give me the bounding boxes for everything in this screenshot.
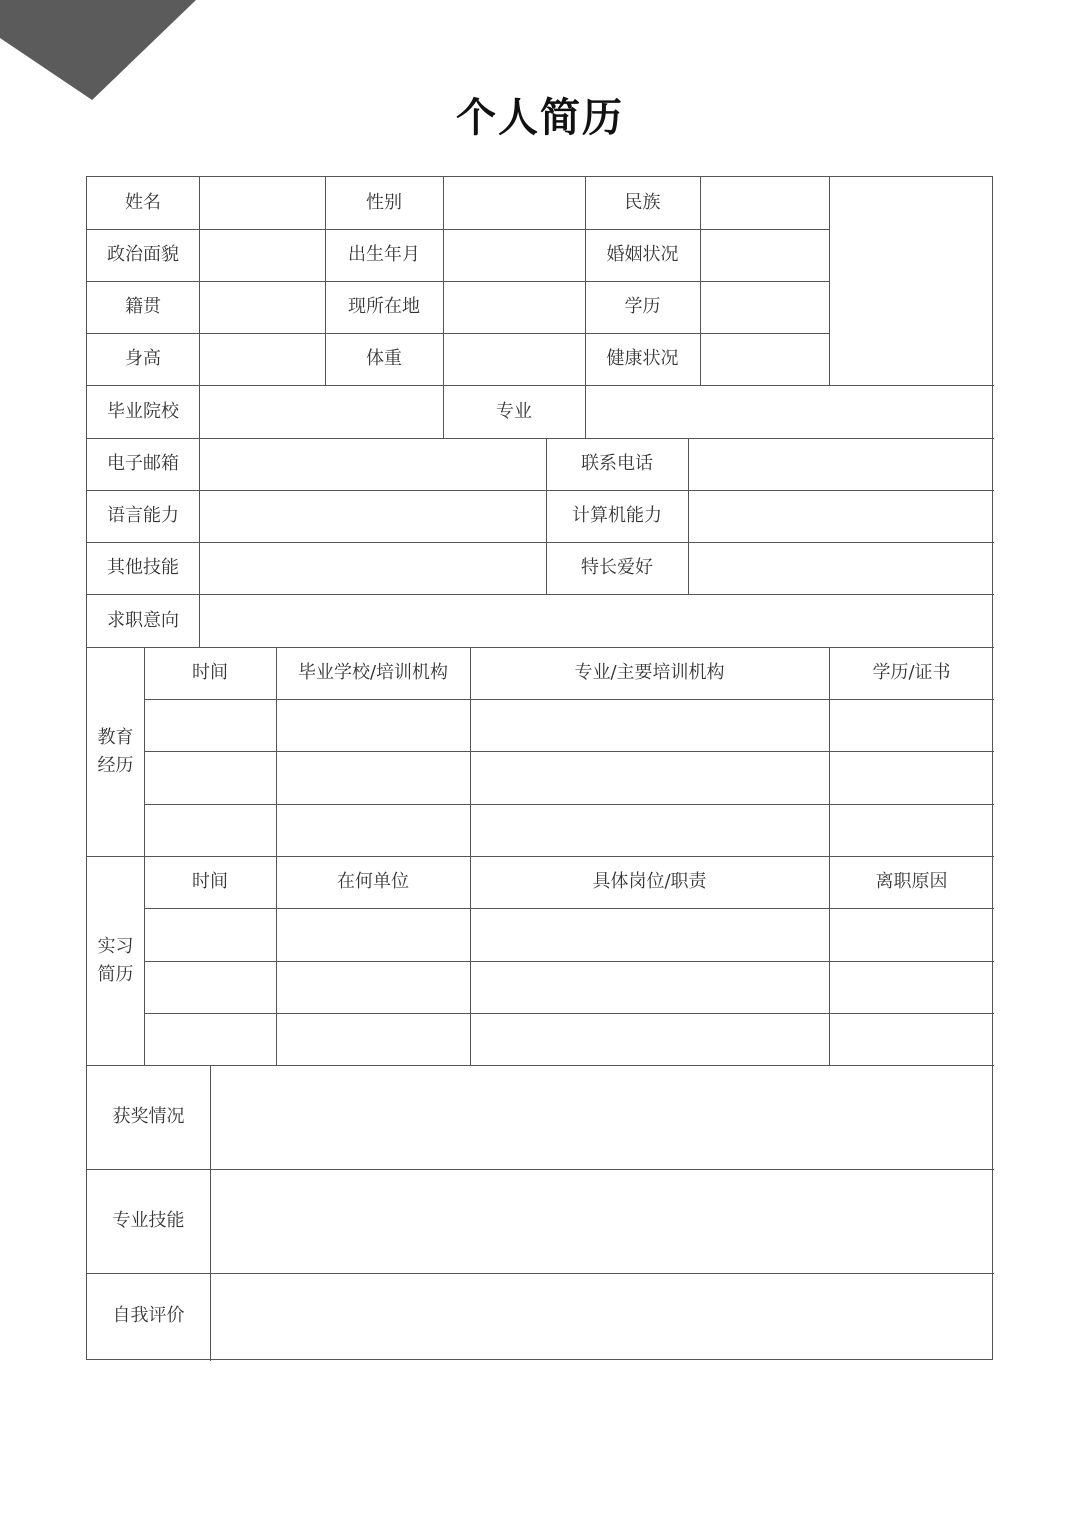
job-intent-label: 求职意向 [107, 609, 179, 631]
major-label: 专业 [496, 400, 532, 422]
email-field[interactable] [200, 438, 546, 490]
education-level-label: 学历 [624, 296, 661, 318]
internship-section-label: 实习简历 [97, 935, 134, 985]
computer-label: 计算机能力 [572, 505, 662, 527]
intern-header-time: 时间 [192, 871, 228, 893]
internship-row[interactable] [145, 1014, 994, 1065]
height-label: 身高 [125, 348, 161, 370]
edu-header-time: 时间 [192, 662, 228, 684]
self-evaluation-field[interactable] [211, 1273, 994, 1359]
marital-field[interactable] [701, 229, 829, 281]
name-label: 姓名 [125, 192, 161, 214]
edu-header-certificate: 学历/证书 [872, 662, 951, 684]
internship-row[interactable] [145, 909, 994, 961]
education-section-label: 教育经历 [97, 726, 134, 776]
hobbies-label: 特长爱好 [581, 557, 653, 579]
education-level-field[interactable] [701, 281, 829, 333]
birth-field[interactable] [444, 229, 585, 281]
awards-field[interactable] [211, 1065, 994, 1169]
computer-field[interactable] [689, 490, 994, 542]
weight-label: 体重 [366, 348, 402, 370]
education-row[interactable] [145, 805, 994, 856]
health-field[interactable] [701, 333, 829, 385]
intern-header-company: 在何单位 [337, 871, 409, 893]
education-row[interactable] [145, 700, 994, 751]
native-place-label: 籍贯 [125, 296, 161, 318]
intern-header-position: 具体岗位/职责 [592, 871, 707, 893]
name-field[interactable] [200, 177, 325, 229]
weight-field[interactable] [444, 333, 585, 385]
language-label: 语言能力 [107, 505, 179, 527]
edu-header-school: 毕业学校/培训机构 [297, 662, 449, 684]
page-title: 个人简历 [456, 94, 624, 141]
corner-decoration [0, 0, 196, 100]
awards-label: 获奖情况 [112, 1106, 185, 1128]
marital-label: 婚姻状况 [606, 244, 679, 266]
gender-field[interactable] [444, 177, 585, 229]
internship-row[interactable] [145, 962, 994, 1013]
photo-area[interactable] [830, 177, 994, 385]
professional-skills-field[interactable] [211, 1169, 994, 1273]
resume-table [86, 176, 993, 1360]
language-field[interactable] [200, 490, 546, 542]
birth-label: 出生年月 [348, 244, 420, 266]
intern-header-leave-reason: 离职原因 [875, 871, 948, 893]
health-label: 健康状况 [606, 348, 679, 370]
hobbies-field[interactable] [689, 542, 994, 594]
phone-field[interactable] [689, 438, 994, 490]
political-field[interactable] [200, 229, 325, 281]
ethnicity-label: 民族 [624, 192, 661, 214]
edu-header-major: 专业/主要培训机构 [574, 662, 725, 684]
education-row[interactable] [145, 752, 994, 804]
political-label: 政治面貌 [107, 244, 179, 266]
professional-skills-label: 专业技能 [112, 1210, 185, 1232]
major-field[interactable] [586, 385, 994, 438]
other-skills-field[interactable] [200, 542, 546, 594]
location-field[interactable] [444, 281, 585, 333]
job-intent-field[interactable] [200, 594, 994, 647]
height-field[interactable] [200, 333, 325, 385]
location-label: 现所在地 [348, 296, 420, 318]
phone-label: 联系电话 [581, 453, 653, 475]
school-field[interactable] [200, 385, 443, 438]
other-skills-label: 其他技能 [107, 557, 179, 579]
self-evaluation-label: 自我评价 [112, 1305, 185, 1327]
email-label: 电子邮箱 [107, 453, 179, 475]
ethnicity-field[interactable] [701, 177, 829, 229]
gender-label: 性别 [366, 192, 402, 214]
school-label: 毕业院校 [107, 400, 179, 422]
native-place-field[interactable] [200, 281, 325, 333]
